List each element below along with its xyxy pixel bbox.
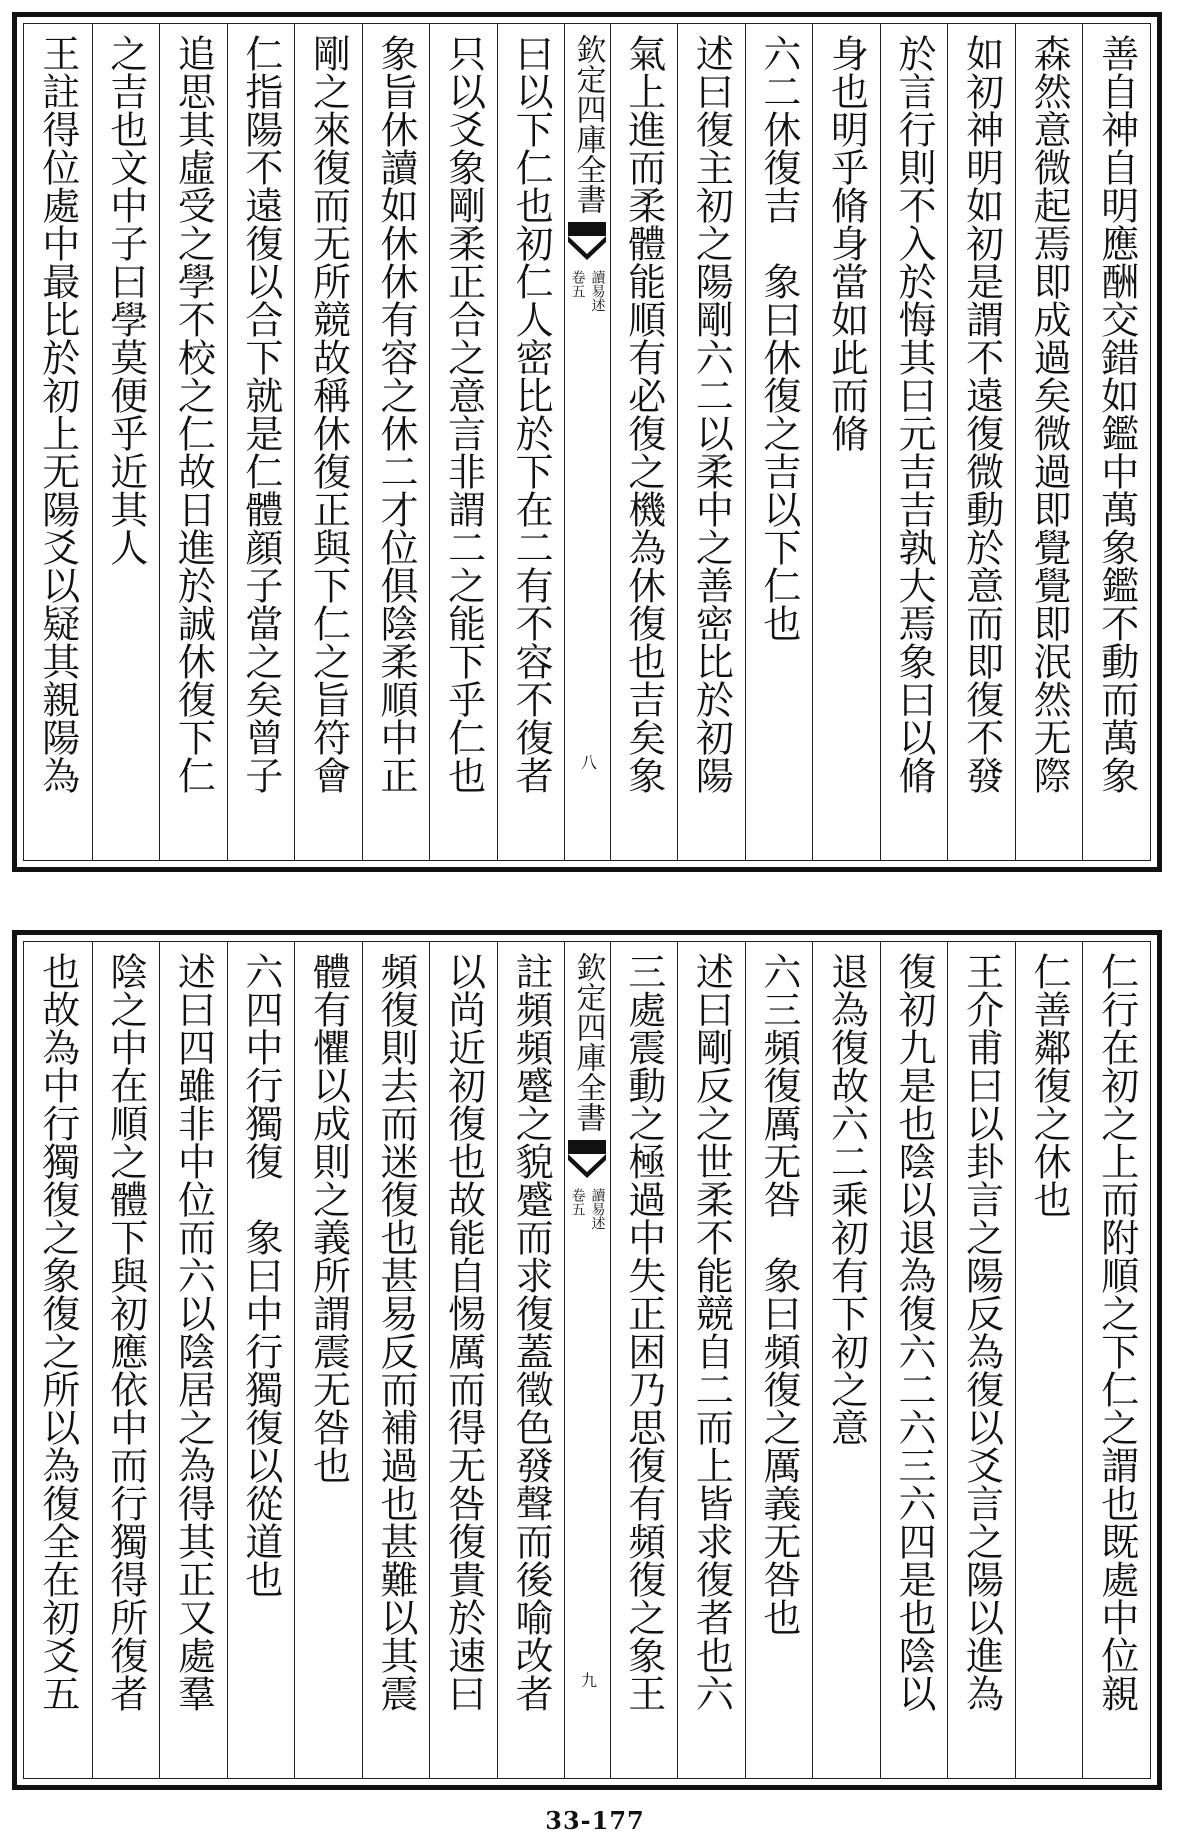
text-line: 六三頻復厲无咎 象曰頻復之厲義无咎也 xyxy=(756,952,801,1636)
text-column xyxy=(227,24,295,860)
heart-title: 欽定四庫全書 xyxy=(570,952,606,1132)
text-column xyxy=(159,24,227,860)
text-line: 復初九是也陰以退為復六二六三六四是也陰以 xyxy=(892,952,937,1712)
text-line: 森然意微起焉即成過矣微過即覺覺即泯然无際 xyxy=(1027,34,1072,794)
text-column xyxy=(429,942,497,1778)
text-line: 陰之中在順之體下與初應依中而行獨得所復者 xyxy=(103,952,148,1712)
text-line: 身也明乎脩身當如此而脩 xyxy=(824,34,869,452)
heart-volume: 卷五 xyxy=(569,1188,586,1216)
text-column xyxy=(677,942,745,1778)
text-line: 體有懼以成則之義所謂震无咎也 xyxy=(306,952,351,1484)
text-column xyxy=(1015,24,1083,860)
text-column xyxy=(227,942,295,1778)
text-column xyxy=(1082,942,1150,1778)
text-line: 王介甫曰以卦言之陽反為復以爻言之陽以進為 xyxy=(959,952,1004,1712)
text-line: 仁善鄰復之休也 xyxy=(1027,952,1072,1218)
bottom-page xyxy=(12,930,1162,1790)
text-line: 氣上進而柔體能順有必復之機為休復也吉矣象 xyxy=(621,34,666,794)
top-page xyxy=(12,12,1162,872)
text-line: 六四中行獨復 象曰中行獨復以從道也 xyxy=(238,952,283,1598)
text-column xyxy=(362,24,430,860)
text-column xyxy=(947,942,1015,1778)
heart-title: 欽定四庫全書 xyxy=(570,34,606,214)
text-line: 只以爻象剛柔正合之意言非謂二之能下乎仁也 xyxy=(441,34,486,794)
text-column xyxy=(880,942,948,1778)
text-column xyxy=(745,942,813,1778)
heart-folio-number: 九 xyxy=(578,1672,598,1688)
text-column xyxy=(92,942,160,1778)
heart-folio-number: 八 xyxy=(578,754,598,770)
text-column xyxy=(362,942,430,1778)
top-page-frame xyxy=(23,23,1151,861)
heart-chapter xyxy=(568,270,606,312)
text-line: 述曰剛反之世柔不能競自二而上皆求復者也六 xyxy=(689,952,734,1712)
heart-chapter xyxy=(568,1188,606,1230)
text-column xyxy=(812,942,880,1778)
text-column xyxy=(745,24,813,860)
text-column xyxy=(24,24,92,860)
text-line: 六二休復吉 象曰休復之吉以下仁也 xyxy=(756,34,801,642)
text-line: 仁指陽不遠復以合下就是仁體顔子當之矣曾子 xyxy=(238,34,283,794)
text-line: 以尚近初復也故能自惕厲而得无咎復貴於速曰 xyxy=(441,952,486,1712)
text-column xyxy=(294,24,362,860)
heart-volume: 卷五 xyxy=(569,270,586,298)
heart-chapter-title: 讀易述 xyxy=(589,1188,606,1230)
page-heart-column xyxy=(564,942,609,1778)
text-column xyxy=(92,24,160,860)
text-column xyxy=(1015,942,1083,1778)
text-line: 頻復則去而迷復也甚易反而補過也甚難以其震 xyxy=(374,952,419,1712)
text-column xyxy=(610,942,678,1778)
text-line: 述曰復主初之陽剛六二以柔中之善密比於初陽 xyxy=(689,34,734,794)
text-line: 於言行則不入於悔其曰元吉吉孰大焉象曰以脩 xyxy=(892,34,937,794)
text-column xyxy=(294,942,362,1778)
bottom-page-frame xyxy=(23,941,1151,1779)
text-line: 剛之來復而无所競故稱休復正與下仁之旨符會 xyxy=(306,34,351,794)
text-column xyxy=(497,24,565,860)
text-column xyxy=(947,24,1015,860)
text-column xyxy=(812,24,880,860)
text-line: 三處震動之極過中失正困乃思復有頻復之象王 xyxy=(621,952,666,1712)
fish-tail-mark-icon xyxy=(566,220,608,264)
page-heart-column xyxy=(564,24,609,860)
text-column xyxy=(159,942,227,1778)
text-line: 善自神自明應酬交錯如鑑中萬象鑑不動而萬象 xyxy=(1094,34,1139,794)
text-line: 仁行在初之上而附順之下仁之謂也既處中位親 xyxy=(1094,952,1139,1712)
text-column xyxy=(429,24,497,860)
text-column xyxy=(497,942,565,1778)
text-line: 也故為中行獨復之象復之所以為復全在初爻五 xyxy=(35,952,80,1712)
heart-chapter-title: 讀易述 xyxy=(589,270,606,312)
text-column xyxy=(677,24,745,860)
text-line: 退為復故六二乘初有下初之意 xyxy=(824,952,869,1446)
text-line: 註頻頻蹙之貌蹙而求復蓋徵色發聲而後喻改者 xyxy=(509,952,554,1712)
page-number-footer: 33-177 xyxy=(545,1806,645,1835)
text-line: 如初神明如初是謂不遠復微動於意而即復不發 xyxy=(959,34,1004,794)
text-column xyxy=(880,24,948,860)
text-line: 王註得位處中最比於初上无陽爻以疑其親陽為 xyxy=(35,34,80,794)
text-column xyxy=(610,24,678,860)
text-column xyxy=(1082,24,1150,860)
text-column xyxy=(24,942,92,1778)
fish-tail-mark-icon xyxy=(566,1138,608,1182)
text-line: 述曰四雖非中位而六以陰居之為得其正又處羣 xyxy=(171,952,216,1712)
text-line: 曰以下仁也初仁人密比於下在二有不容不復者 xyxy=(509,34,554,794)
text-line: 象旨休讀如休休有容之休二才位俱陰柔順中正 xyxy=(374,34,419,794)
text-line: 追思其虛受之學不校之仁故日進於誠休復下仁 xyxy=(171,34,216,794)
text-line: 之吉也文中子曰學莫便乎近其人 xyxy=(103,34,148,566)
